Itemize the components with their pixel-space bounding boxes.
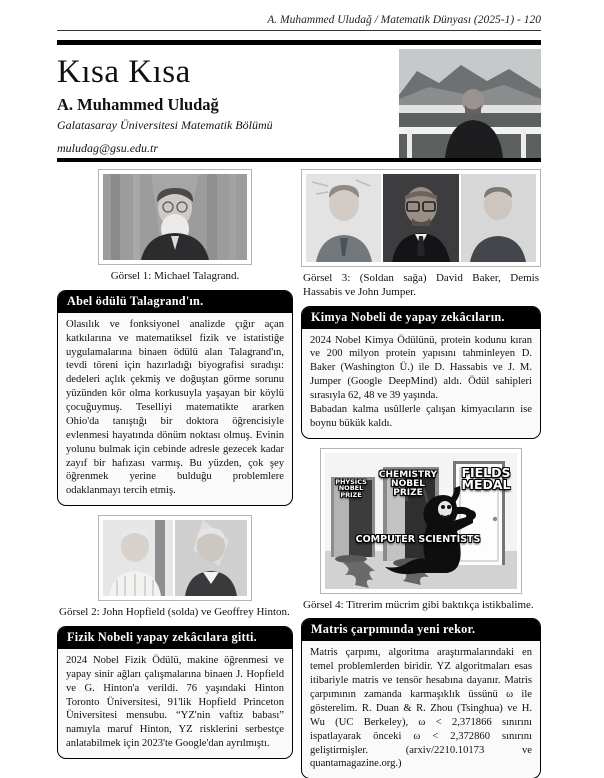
- news-box-title: Kimya Nobeli de yapay zekâcıların.: [302, 307, 540, 329]
- hopfield-hinton-photo: [103, 520, 247, 596]
- news-box-fizik: [57, 626, 293, 759]
- talagrand-photo: [103, 174, 247, 260]
- figure-caption: Görsel 4: Titrerim mücrim gibi baktıkça istikbalime.: [303, 598, 534, 611]
- figure-baker-hassabis-jumper: [301, 169, 541, 267]
- figure-caption: Görsel 1: Michael Talagrand.: [110, 270, 240, 282]
- news-box-body: Matris çarpımı, algoritma araştırmalarındaki en temel problemlerden biridir. YZ algoritmaları esas itibariyle matris ve tensör hesabına dayanır. Matris çarpımının zamanda karmaşıklık üssünü ω ile gösterelim. R. Duan & R. Zhou (Tsinghua) ve H. Wu (UC Berkeley), ω < 2,371866 sınırını ispatlayarak önceki ω < 2,372860 sınırını geliştirmişler. (arxiv/2210.10173 ve quantamagazine.org.): [310, 647, 532, 770]
- right-column: [301, 169, 541, 778]
- news-box-paragraph: Babadan kalma usûllerle çalışan kimyacıların ise boynu bükük kaldı.: [310, 403, 532, 429]
- meme-door3-label: FIELDS MEDAL: [461, 464, 511, 493]
- meme-reaper-label: COMPUTER SCIENTISTS: [355, 533, 481, 545]
- title-block: [57, 45, 541, 158]
- author-affiliation: Galatasaray Üniversitesi Matematik Bölümü: [57, 118, 273, 133]
- author-photo: [399, 49, 541, 158]
- author-email: muludag@gsu.edu.tr: [57, 141, 159, 156]
- figure-caption: Görsel 3: (Soldan sağa) David Baker, Demis Hassabis ve John Jumper.: [303, 272, 539, 298]
- news-box-body: [302, 329, 540, 438]
- news-box-kimya: [301, 306, 541, 439]
- author-name: A. Muhammed Uludağ: [57, 95, 219, 115]
- running-header: A. Muhammed Uludağ / Matematik Dünyası (2025-1) - 120: [57, 14, 541, 31]
- news-box-title: Fizik Nobeli yapay zekâcılara gitti.: [58, 627, 292, 649]
- left-column: [57, 169, 293, 778]
- figure-talagrand: [98, 169, 252, 265]
- news-box-body: Olasılık ve fonksiyonel analizde çığır açan katkılarına ve matematiksel fizik ve istatistiğe uygulamalarına binaen ödülü alan Talagrand'ın, tevdi töreni için hazırladığı biyografisi sıradışı: dedeleri açlık çekmiş ve doğuştan görme sorunu yüzünden kör olma korkusuyla yaşayan bir köylü çocuğuymuş. Teselliyi matematikte ararken Ohio'da tanıştığı bir doktora öğrencisiyle evlenmesi hayatında dönüm noktası olmuş. Evinin yolunu bulmak için cebinde adresle gezecek kadar zayıf bir hafızası varmış. Bu yüzden, çok şey öğrenmek yerine bulduğu problemlere odaklanmayı tercih etmiş.: [66, 318, 284, 497]
- page-title: Kısa Kısa: [57, 53, 191, 90]
- content-columns: [57, 169, 541, 778]
- news-box-matris: [301, 618, 541, 778]
- news-box-paragraph: 2024 Nobel Kimya Ödülünü, protein kodunu kıran ve 200 milyon protein yapısını tahminleyen D. Baker (Washington Ü.) ile D. Hassabis ve J. M. Jumper (Google DeepMind) aldı. Ödül sahipleri sırasıyla 62, 48 ve 39 yaşında.: [310, 334, 532, 401]
- news-box-abel: [57, 290, 293, 506]
- news-box-title: Abel ödülü Talagrand'ın.: [58, 291, 292, 313]
- meme-door2-label: CHEMISTRY NOBEL PRIZE: [378, 469, 438, 498]
- meme-door1-label: PHYSICS NOBEL PRIZE: [335, 477, 367, 499]
- figure-meme: [320, 448, 522, 594]
- figure-caption: Görsel 2: John Hopfield (solda) ve Geoffrey Hinton.: [59, 606, 290, 619]
- news-box-body: 2024 Nobel Fizik Ödülü, makine öğrenmesi ve yapay sinir ağları çalışmalarına binaen J. Hopfield ve G. Hinton'a verildi. 76 yaşındaki Hinton Toronto Üniversitesi, 91'lik Hopfield Princeton Üniversitesi mensubu. “YZ'nin vaftiz babası” namıyla maruf Hinton, YZ risklerini serbestçe anlatabilmek için 2023'te Google'dan ayrılmıştı.: [66, 654, 284, 750]
- news-box-title: Matris çarpımında yeni rekor.: [302, 619, 540, 641]
- baker-hassabis-jumper-photo: [306, 174, 536, 262]
- figure-hopfield-hinton: [98, 515, 252, 601]
- title-bottom-rule: [57, 158, 541, 163]
